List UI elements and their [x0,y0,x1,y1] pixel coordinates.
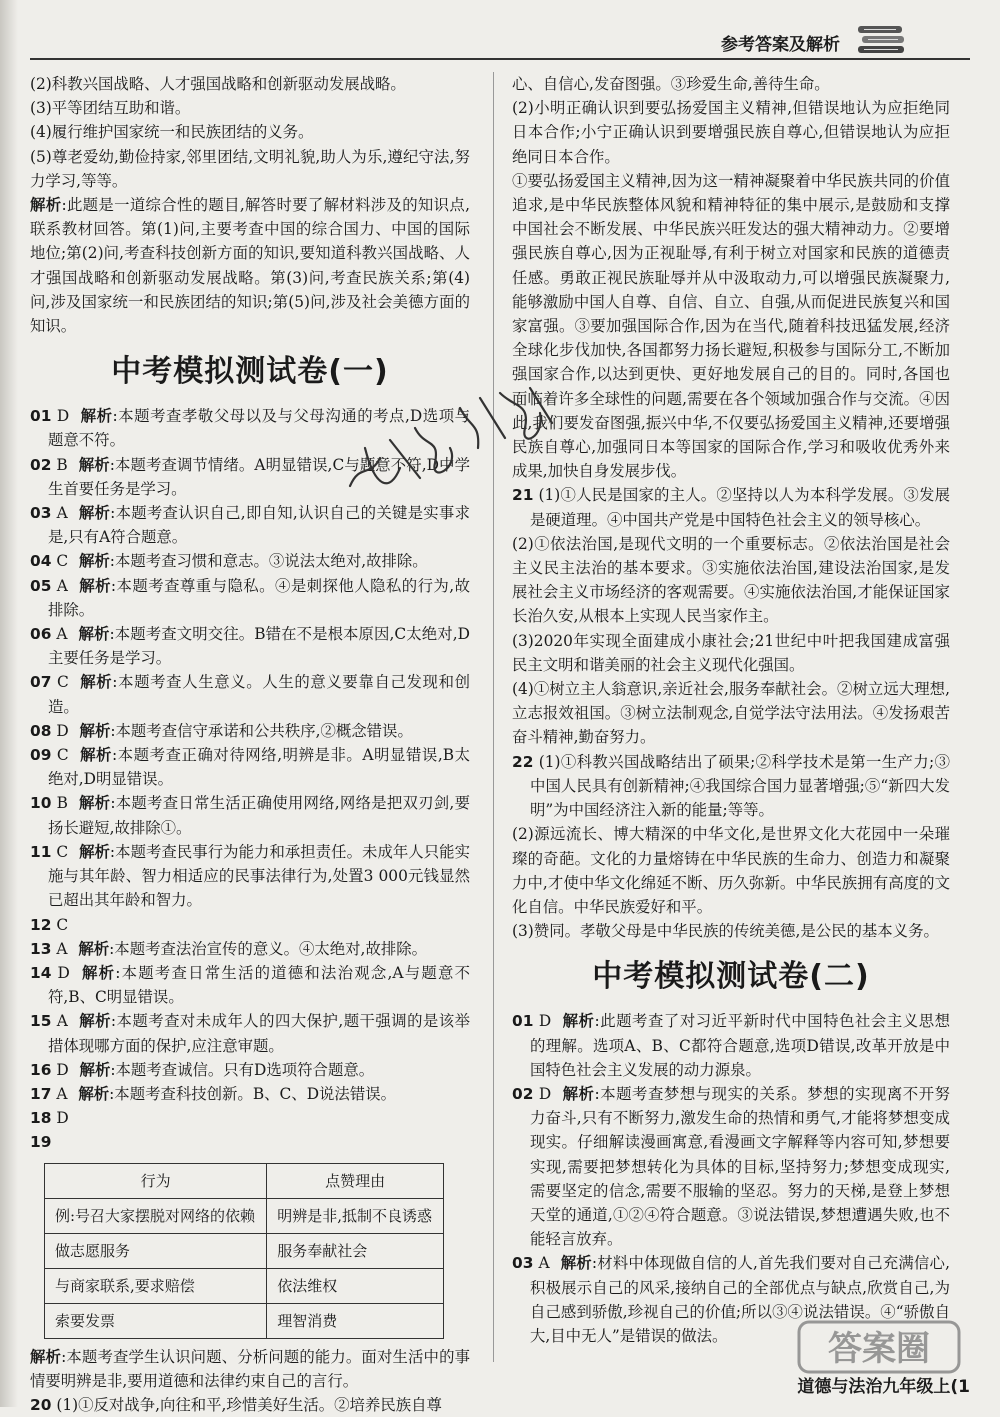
analysis-text: :本题考查孝敬父母以及与父母沟通的考点,D选项与题意不符。 [48,407,471,450]
analysis-text: :本题考查对未成年人的四大保护,题干强调的是该举措体现哪方面的保护,应注意审题。 [48,1012,470,1055]
column-divider [493,72,494,1362]
section-title-test-2: 中考模拟测试卷(二) [592,959,870,995]
analysis-text: :本题考查科技创新。B、C、D说法错误。 [109,1084,396,1103]
analysis-label: 解析 [79,842,110,861]
q20-continued: ①要弘扬爱国主义精神,因为这一精神凝聚着中华民族共同的价值追求,是中华民族整体风貌和精神特征的集中展示,是鼓励和支撑中国社会不断发展、中华民族兴旺发达的强大精神动力。②要增强民族自尊心,因为正视耻辱,有利于树立对国家和民族的道德责任感。勇敢正视民族耻辱并从中汲取动力,可以增强民族凝聚力,能够激励中国人自尊、自信、自立、自强,从而促进民族复兴和国家富强。③要加强国际合作,因为在当代,随着科技迅猛发展,经济全球化步伐加快,各国都努力扬长避短,积极参与国际分工,不断加强国家合作,以达到更快、更好地发展自己的目的。同时,各国也面临着许多全球性的问题,需要在各个领域加强合作与交流。④因此,我们要发奋图强,振兴中华,不仅要弘扬爱国主义精神,还要增强民族自尊心,加强同日本等国家的国际合作,学习和吸收优秀外来成果,加快自身发展步伐。 [512,171,950,481]
analysis-label: 解析 [560,1254,592,1273]
question-number: 11 [30,842,52,861]
analysis-text: :本题考查尊重与隐私。④是刺探他人隐私的行为,故排除。 [48,576,470,619]
table-cell: 索要发票 [45,1303,267,1338]
analysis-label: 解析 [80,746,112,765]
page-header [30,22,970,60]
table-row [45,1303,444,1338]
analysis-text: :本题考查调节情绪。A明显错误,C与题意不符,D中学生首要任务是学习。 [48,455,470,498]
question-number: 14 [30,963,52,982]
answer-site-stamp [797,1316,962,1378]
question-number: 08 [30,721,52,740]
answer-choice: C [51,842,74,861]
analysis-label: 解析 [82,963,116,982]
question-number: 20 [30,1395,52,1414]
answer-text: (1)①科教兴国战略结出了硕果;②科学技术是第一生产力;③中国人民具有创新精神;④我国综合国力显著增强;⑤“新四大发明”为中国经济注入新的能量;等等。 [530,752,950,820]
question-number: 18 [30,1109,52,1128]
answer-choice: D [51,1060,74,1079]
table-row [45,1233,444,1268]
analysis-text: :本题考查民事行为能力和承担责任。未成年人只能实施与其年龄、智力相适应的民事法律行为,处置3 000元钱显然已超出其年龄和智力。 [48,842,470,910]
intro-line: (3)平等团结互助和谐。 [30,99,191,118]
analysis-text: :本题考查文明交往。B错在不是根本原因,C太绝对,D主要任务是学习。 [48,625,470,668]
answer-text: (3)2020年实现全面建成小康社会;21世纪中叶把我国建成富强民主文明和谐美丽的社会主义现代化强国。 [512,631,950,674]
analysis-label: 解析 [80,673,113,692]
analysis-text: :本题考查习惯和意志。③说法太绝对,故排除。 [109,552,428,571]
question-number: 09 [30,746,52,765]
question-number: 16 [30,1060,52,1079]
answer-choice: A [51,1084,73,1103]
analysis-label: 解析 [30,196,62,215]
answer-text: (4)①树立主人翁意识,亲近社会,服务奉献社会。②树立远大理想,立志报效祖国。③树立法制观念,自觉学法守法用法。④发扬艰苦奋斗精神,勤奋努力。 [512,680,950,747]
analysis-text: :材料中体现做自信的人,首先我们要对自己充满信心,积极展示自己的风采,接纳自己的全部优点与缺点,欣赏自己,为自己感到骄傲,珍视自己的价值;所以③④说法错误。④“骄傲自大,目中无人”是错误的做法。 [530,1254,950,1345]
answer-choice: A [51,1012,74,1031]
intro-line: (5)尊老爱幼,勤俭持家,邻里团结,文明礼貌,助人为乐,遵纪守法,努力学习,等等。 [30,147,470,190]
answer-item [30,743,470,791]
analysis-text: :本题考查学生认识问题、分析问题的能力。面对生活中的事情要明辨是非,要用道德和法律约束自己的言行。 [30,1347,470,1390]
analysis-text: :本题考查日常生活的道德和法治观念,A与题意不符,B、C明显错误。 [48,963,470,1007]
table-cell: 理智消费 [267,1303,444,1338]
answer-list-test-2 [512,1009,950,1348]
analysis-text: :本题考查梦想与现实的关系。梦想的实现离不开努力奋斗,只有不断努力,激发生命的热情和勇气,才能将梦想变成现实。仔细解读漫画寓意,看漫画文字解释等内容可知,梦想要实现,需要把梦想转化为具体的目标,坚持努力;梦想变成现实,需要坚定的信念,需要不服输的坚忍。努力的天梯,是登上梦想天堂的通道,①②④符合题意。③说法错误,梦想遭遇失败,也不能轻言放弃。 [530,1084,951,1249]
analysis-text: :本题考查认识自己,即自知,认识自己的关键是实事求是,只有A符合题意。 [48,504,470,547]
answer-item [30,1082,470,1106]
analysis-text: :本题考查日常生活正确使用网络,网络是把双刃剑,要扬长避短,故排除①。 [48,794,470,837]
answer-choice: D [51,963,76,982]
answer-choice: D [51,721,74,740]
table-cell: 依法维权 [267,1268,444,1303]
question-number: 06 [30,625,52,644]
answer-text: (3)赞同。孝敬父母是中华民族的传统美德,是公民的基本义务。 [512,922,939,941]
answer-choice: A [51,504,73,523]
answer-text: (2)①依法治国,是现代文明的一个重要标志。②依法治国是社会主义民主法治的基本要求。③实施依法治国,建设法治国家,是发展社会主义市场经济的客观需要。④实施依法治国,才能保证国家长治久安,从根本上实现人民当家作主。 [512,534,950,626]
answer-item [30,961,470,1009]
question-number: 17 [30,1084,52,1103]
table-cell: 与商家联系,要求赔偿 [45,1268,267,1303]
question-number: 02 [512,1084,534,1103]
answer-choice: B [51,794,74,813]
answer-choice: A [51,625,73,644]
answer-choice: D [51,1109,69,1128]
question-number: 10 [30,794,52,813]
analysis-label: 解析 [79,794,111,813]
q19-analysis [30,1345,470,1393]
q20-continued: 心、自信心,发奋图强。③珍爱生命,善待生命。 [512,75,830,93]
table-cell: 明辨是非,抵制不良诱惑 [267,1198,444,1233]
answer-item [512,1009,950,1082]
section-title-test-1: 中考模拟测试卷(一) [111,354,389,390]
question-number: 01 [30,407,52,426]
analysis-label: 解析 [562,1012,595,1031]
answer-choice: A [51,576,74,595]
handwritten-scribble [330,368,560,518]
q20-continued: (2)小明正确认识到要弘扬爱国主义精神,但错误地认为应拒绝同日本合作;小宁正确认识到要增强民族自尊心,但错误地认为应拒绝同日本合作。 [512,99,950,166]
question-number: 21 [512,486,534,505]
answer-choice: C [51,746,75,765]
answer-choice: A [533,1254,555,1273]
answer-item-21 [512,483,950,531]
q19-table [44,1163,444,1339]
answer-text: (2)源远流长、博大精深的中华文化,是世界文化大花园中一朵璀璨的奇葩。文化的力量熔铸在中华民族的生命力、创造力和凝聚力中,才使中华文化绵延不断、历久弥新。中华民族拥有高度的文化自信。中华民族爱好和平。 [512,825,950,916]
answer-item [30,574,470,622]
page-number: 1 [958,1377,970,1397]
question-number: 03 [30,504,52,523]
answer-choice: C [51,552,73,571]
analysis-text: :本题考查正确对待网络,明辨是非。A明显错误,B太绝对,D明显错误。 [48,746,470,789]
table-cell: 做志愿服务 [45,1233,267,1268]
answer-choice: D [51,407,75,426]
answer-item [30,913,470,937]
analysis-text: :此题是一道综合性的题目,解答时要了解材料涉及的知识点,联系教材回答。第(1)问,主要考查中国的综合国力、中国的国际地位;第(2)问,考查科技创新方面的知识,要知道科教兴国战略、人才强国战略和创新驱动发展战略。第(3)问,考查民族关系;第(4)问,涉及国家统一和民族团结的知识;第(5)问,涉及社会美德方面的知识。 [30,196,470,336]
analysis-text: :本题考查信守承诺和公共秩序,②概念错误。 [110,721,413,740]
analysis-label: 解析 [30,1347,62,1366]
analysis-label: 解析 [562,1084,595,1103]
answer-item [30,1009,470,1057]
page-binding-shadow [0,0,18,1407]
analysis-text: :此题考查了对习近平新时代中国特色社会主义思想的理解。选项A、B、C都符合题意,选项D错误,改革开放是中国特色社会主义发展的动力源泉。 [530,1012,951,1079]
answer-item [30,840,470,913]
intro-line: (4)履行维护国家统一和民族团结的义务。 [30,123,314,142]
question-number: 15 [30,1012,52,1031]
answer-choice: A [51,939,73,958]
question-number: 02 [30,455,52,474]
answer-item [30,670,470,718]
answer-text: (1)①人民是国家的主人。②坚持以人为本科学发展。③发展是硬道理。④中国共产党是中国特色社会主义的领导核心。 [530,486,950,529]
table-row [45,1198,444,1233]
analysis-text: :本题考查诚信。只有D选项符合题意。 [110,1060,375,1079]
analysis-text: :本题考查人生意义。人生的意义要靠自己发现和创造。 [48,673,470,716]
left-column [30,72,470,1417]
question-number: 01 [512,1012,534,1031]
table-row [45,1268,444,1303]
analysis-text: :本题考查法治宣传的意义。④太绝对,故排除。 [109,939,428,958]
answer-item-20 [30,1393,470,1417]
answer-choice: C [51,673,75,692]
analysis-label: 解析 [80,407,113,426]
intro-line: (2)科教兴国战略、人才强国战略和创新驱动发展战略。 [30,75,406,93]
question-number: 22 [512,752,534,771]
stamp-text: 答案圈 [828,1329,930,1369]
books-icon [856,24,908,56]
analysis-label: 解析 [78,455,110,474]
table-cell: 例:号召大家摆脱对网络的依赖 [45,1198,267,1233]
question-number: 04 [30,552,52,571]
answer-text: (1)①反对战争,向往和平,珍惜美好生活。②培养民族自尊 [56,1395,442,1414]
question-number: 03 [512,1254,534,1273]
answer-item [30,1106,470,1130]
analysis-label: 解析 [78,552,110,571]
right-column [512,72,950,1348]
answer-choice: D [533,1084,557,1103]
intro-analysis [30,193,470,338]
analysis-label: 解析 [79,1060,111,1079]
answer-item [30,622,470,670]
analysis-label: 解析 [79,576,111,595]
header-title: 参考答案及解析 [721,35,840,55]
analysis-label: 解析 [78,939,110,958]
analysis-label: 解析 [78,504,111,523]
answer-item [30,937,470,961]
table-header: 点赞理由 [267,1163,444,1198]
analysis-label: 解析 [78,1084,110,1103]
analysis-label: 解析 [79,721,111,740]
answer-item [30,719,470,743]
question-number: 12 [30,915,52,934]
answer-item [30,1058,470,1082]
answer-item-19 [30,1130,470,1154]
question-number: 13 [30,939,52,958]
analysis-label: 解析 [79,1012,111,1031]
answer-item [30,549,470,573]
footer-text: 道德与法治九年级上( [797,1377,959,1397]
question-number: 07 [30,673,52,692]
question-number: 19 [30,1133,52,1152]
answer-item [30,791,470,839]
question-number: 05 [30,576,52,595]
answer-choice: B [51,455,73,474]
analysis-label: 解析 [78,625,110,644]
answer-item [512,1082,950,1251]
table-cell: 服务奉献社会 [267,1233,444,1268]
answer-choice: C [51,915,69,934]
answer-item-22 [512,750,950,823]
answer-choice: D [533,1012,557,1031]
table-header: 行为 [45,1163,267,1198]
